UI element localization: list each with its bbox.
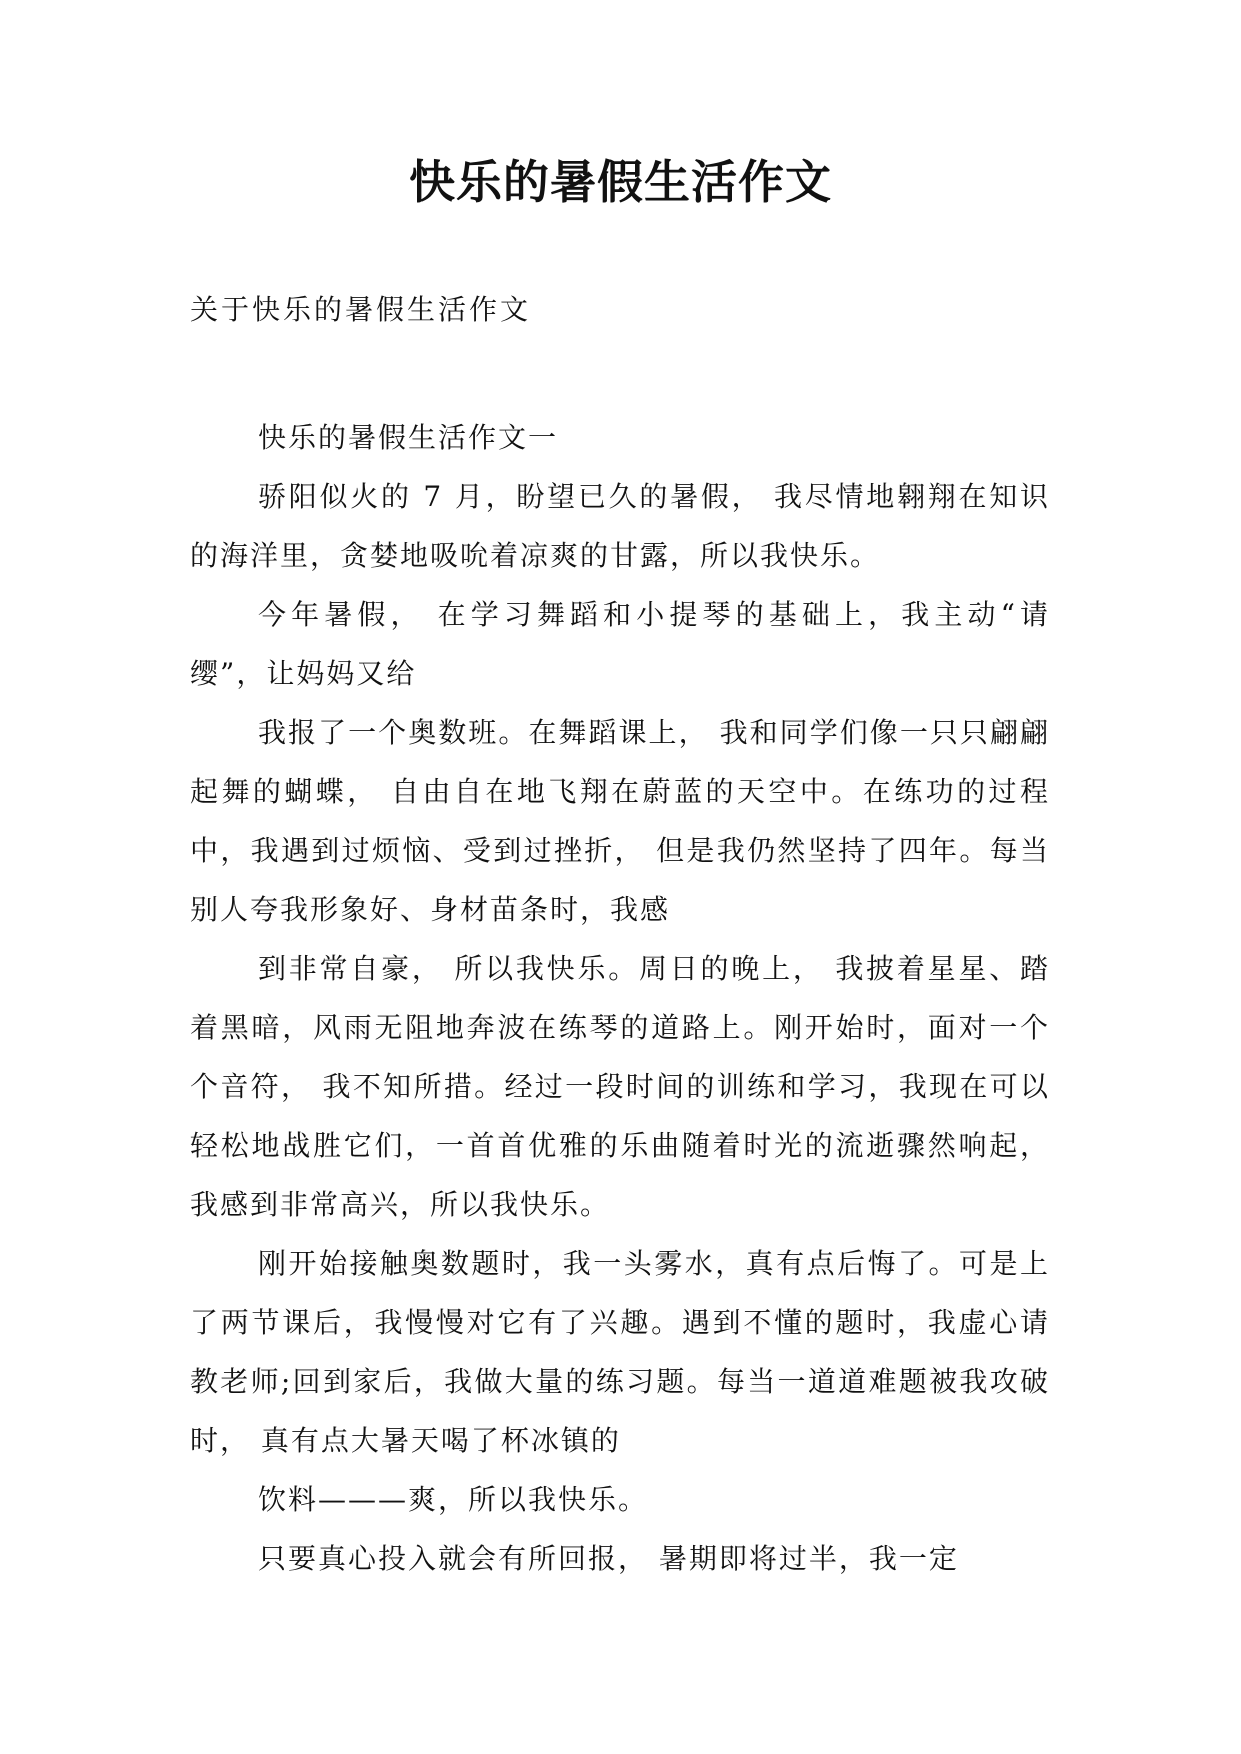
paragraph: 骄阳似火的 7 月，盼望已久的暑假， 我尽情地翱翔在知识的海洋里，贪婪地吸吮着凉爽的甘露，所以我快乐。 xyxy=(190,480,1050,572)
paragraph: 今年暑假， 在学习舞蹈和小提琴的基础上，我主动“请缨”，让妈妈又给 xyxy=(190,598,1050,690)
paragraph: 我报了一个奥数班。在舞蹈课上， 我和同学们像一只只翩翩起舞的蝴蝶， 自由自在地飞翔在蔚蓝的天空中。在练功的过程中，我遇到过烦恼、受到过挫折， 但是我仍然坚持了四年。每当别人夸我形象好、身材苗条时，我感 xyxy=(190,716,1050,926)
paragraph: 快乐的暑假生活作文一 xyxy=(258,421,559,454)
document-subtitle: 关于快乐的暑假生活作文 xyxy=(190,293,532,326)
paragraph: 到非常自豪， 所以我快乐。周日的晚上， 我披着星星、踏着黑暗，风雨无阻地奔波在练琴的道路上。刚开始时，面对一个个音符， 我不知所措。经过一段时间的训练和学习，我现在可以轻松地战胜它们，一首首优雅的乐曲随着时光的流逝骤然响起， 我感到非常高兴，所以我快乐。 xyxy=(190,952,1050,1221)
document-title: 快乐的暑假生活作文 xyxy=(409,155,832,209)
paragraph: 刚开始接触奥数题时，我一头雾水，真有点后悔了。可是上了两节课后，我慢慢对它有了兴趣。遇到不懂的题时，我虚心请教老师;回到家后，我做大量的练习题。每当一道道难题被我攻破时， 真有点大暑天喝了杯冰镇的 xyxy=(190,1247,1050,1457)
document-body xyxy=(190,408,1050,1588)
paragraph: 饮料———爽，所以我快乐。 xyxy=(258,1483,649,1516)
paragraph: 只要真心投入就会有所回报， 暑期即将过半，我一定 xyxy=(258,1542,959,1575)
